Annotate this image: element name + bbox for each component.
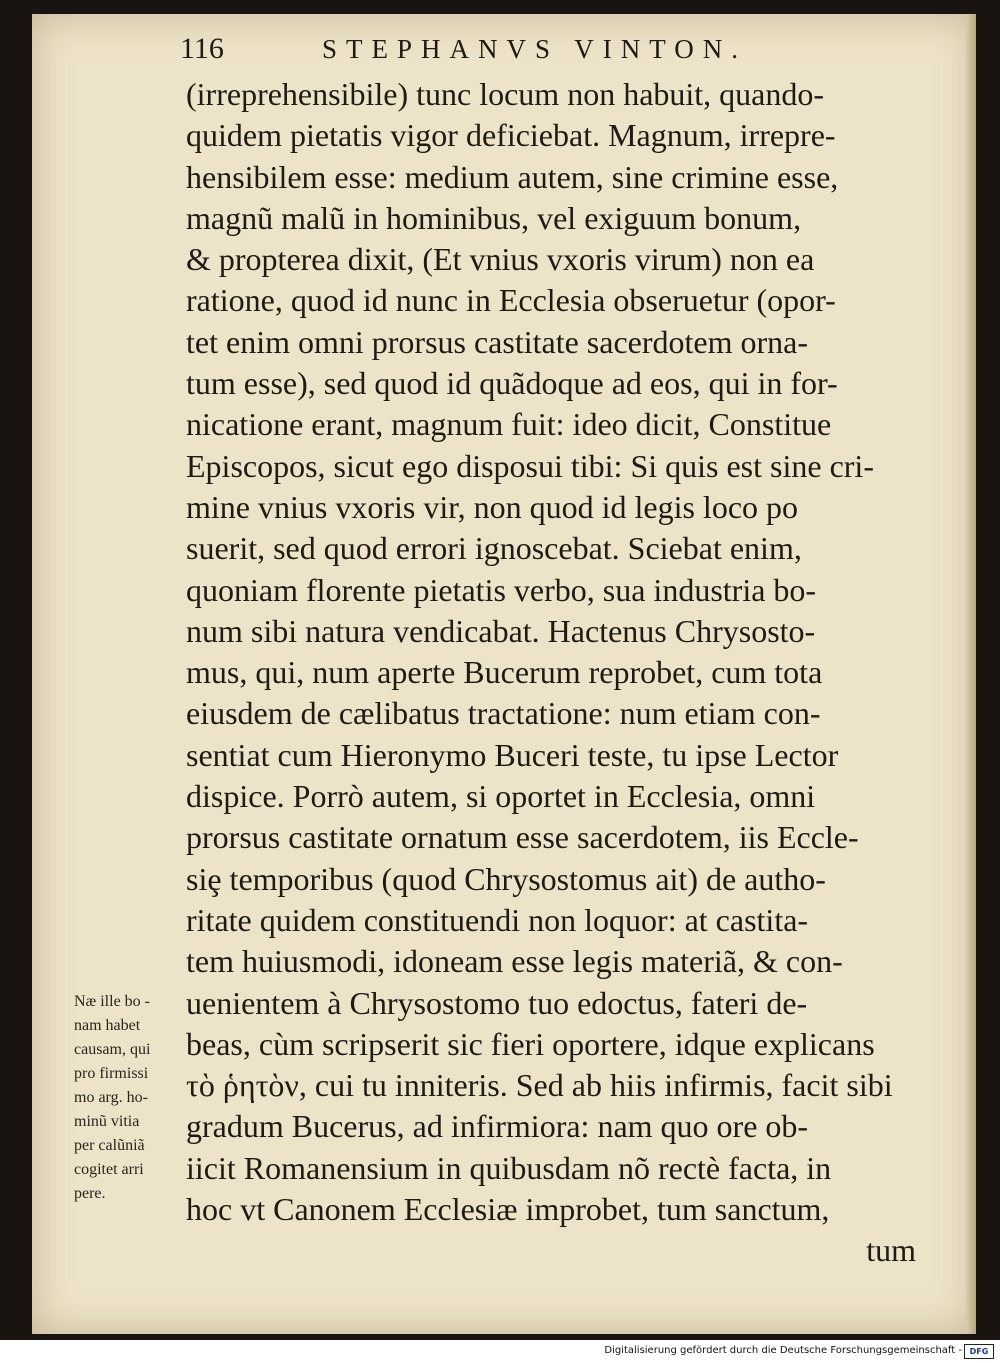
text-line: Episcopos, sicut ego disposui tibi: Si quis est sine cri- <box>186 447 874 484</box>
page-header <box>180 30 920 70</box>
catchword: tum <box>866 1232 916 1269</box>
text-line: tem huiusmodi, idoneam esse legis materiã, & con- <box>186 943 843 980</box>
text-line: & propterea dixit, (Et vnius vxoris virum) non ea <box>186 241 815 278</box>
page-edge <box>966 14 976 1334</box>
marginal-note-line: causam, qui <box>74 1041 151 1058</box>
marginal-note-line: Næ ille bo - <box>74 993 150 1010</box>
marginal-note <box>74 990 196 1206</box>
text-line: uenientem à Chrysostomo tuo edoctus, fateri de- <box>186 984 808 1021</box>
text-line: suerit, sed quod errori ignoscebat. Sciebat enim, <box>186 530 802 567</box>
text-line: ritate quidem constituendi non loquor: at castita- <box>186 901 809 938</box>
dfg-logo: DFG <box>964 1344 994 1359</box>
text-line: quoniam florente pietatis verbo, sua industria bo- <box>186 571 817 608</box>
text-line: eiusdem de cælibatus tractatione: num etiam con- <box>186 695 821 732</box>
running-head: STEPHANVS VINTON. <box>322 34 748 64</box>
book-page <box>32 14 976 1334</box>
marginal-note-line: nam habet <box>74 1017 141 1034</box>
text-line: dispice. Porrò autem, si oportet in Ecclesia, omni <box>186 778 816 815</box>
text-line: num sibi natura vendicabat. Hactenus Chrysosto- <box>186 612 816 649</box>
text-line: gradum Bucerus, ad infirmiora: nam quo ore ob- <box>186 1108 809 1145</box>
marginal-note-line: per calũniã <box>74 1137 145 1154</box>
footer-credit: Digitalisierung gefördert durch die Deutsche Forschungsgemeinschaft - <box>604 1345 962 1356</box>
text-line: beas, cùm scripserit sic fieri oportere, idque explicans <box>186 1025 875 1062</box>
marginal-note-line: cogitet arri <box>74 1161 144 1178</box>
text-line: quidem pietatis vigor deficiebat. Magnum, irrepre- <box>186 117 836 154</box>
text-line: siȩ temporibus (quod Chrysostomus ait) de autho- <box>186 860 826 897</box>
text-line: (irreprehensibile) tunc locum non habuit, quando- <box>186 76 825 112</box>
text-line: ratione, quod id nunc in Ecclesia obseruetur (opor- <box>186 282 836 319</box>
body-text <box>186 74 916 1272</box>
marginal-note-line: mo arg. ho- <box>74 1089 148 1106</box>
text-line: iicit Romanensium in quibusdam nõ rectè facta, in <box>186 1149 832 1186</box>
text-line: prorsus castitate ornatum esse sacerdotem, iis Eccle- <box>186 819 859 856</box>
marginal-note-line: pere. <box>74 1185 106 1202</box>
text-line: mus, qui, num aperte Bucerum reprobet, cum tota <box>186 654 823 691</box>
text-line: mine vnius vxoris vir, non quod id legis loco po <box>186 488 799 525</box>
text-line: sentiat cum Hieronymo Buceri teste, tu ipse Lector <box>186 736 839 773</box>
digitization-footer <box>0 1340 1000 1363</box>
marginal-note-line: minũ vitia <box>74 1113 140 1130</box>
marginal-note-line: pro firmissi <box>74 1065 149 1082</box>
text-line: nicatione erant, magnum fuit: ideo dicit, Constitue <box>186 406 832 443</box>
text-line: τὸ ῥητὸν, cui tu inniteris. Sed ab hiis infirmis, facit sibi <box>186 1067 893 1104</box>
text-line: hoc vt Canonem Ecclesiæ improbet, tum sanctum, <box>186 1191 830 1228</box>
page-number: 116 <box>180 32 224 65</box>
text-line: tum esse), sed quod id quãdoque ad eos, qui in for- <box>186 365 838 402</box>
text-line: tet enim omni prorsus castitate sacerdotem orna- <box>186 323 809 360</box>
text-line: magnũ malũ in hominibus, vel exiguum bonum, <box>186 199 802 236</box>
text-line: hensibilem esse: medium autem, sine crimine esse, <box>186 158 839 195</box>
